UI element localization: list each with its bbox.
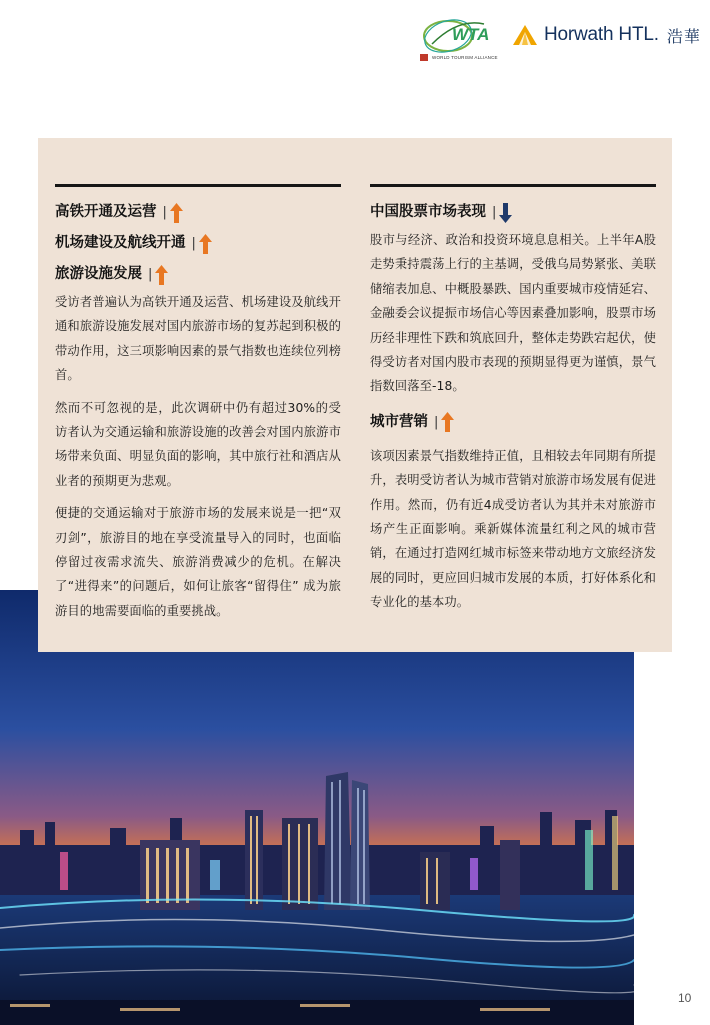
body-paragraph: 便捷的交通运输对于旅游市场的发展来说是一把“双刃剑”，旅游目的地在享受流量导入的同时，也面临停留过夜需求流失、旅游消费减少的危机。在解决了“进得来”的问题后，如何让旅客“留得住” 成为旅游目的地需要面临的重要挑战。 xyxy=(55,506,341,618)
arrow-down-icon xyxy=(499,203,512,223)
content-panel xyxy=(38,138,672,652)
horwath-chinese-name: 浩華 xyxy=(666,26,701,46)
arrow-up-icon xyxy=(170,203,183,223)
factor-heading xyxy=(55,228,341,259)
factor-heading xyxy=(370,197,656,228)
arrow-up-icon xyxy=(441,412,454,432)
page-number: 10 xyxy=(678,991,692,1005)
section-divider xyxy=(370,184,656,187)
factor-title: 中国股票市场表现 xyxy=(370,204,486,220)
factor-title: 城市营销 xyxy=(370,413,428,430)
section-divider xyxy=(55,184,341,187)
horwath-triangle-icon xyxy=(512,24,538,46)
wta-caption: WORLD TOURISM ALLIANCE xyxy=(432,55,498,60)
wta-logo xyxy=(418,14,500,64)
arrow-up-icon xyxy=(199,234,212,254)
factor-title: 旅游设施发展 xyxy=(55,266,142,282)
body-paragraph: 然而不可忽视的是，此次调研中仍有超过30%的受访者认为交通运输和旅游设施的改善会对国内旅游市场带来负面、明显负面的影响，其中旅行社和酒店从业者的预期更为悲观。 xyxy=(55,400,341,488)
separator: | xyxy=(492,205,497,220)
horwath-name: Horwath HTL. xyxy=(544,24,659,45)
arrow-up-icon xyxy=(155,265,168,285)
body-paragraph: 股市与经济、政治和投资环境息息相关。上半年A股走势秉持震荡上行的主基调，受俄乌局势紧张、美联储缩表加息、中概股暴跌、国内重要城市疫情延宕、金融委会议提振市场信心等因素叠加影响，股票市场历经非理性下跌和筑底回升，整体走势跌宕起伏，使得受访者对国内股市表现的预期显得更为谨慎，景气指数回落至-18。 xyxy=(370,233,656,394)
right-column xyxy=(370,184,656,615)
left-column xyxy=(55,184,341,623)
horwath-logo xyxy=(512,20,701,50)
separator: | xyxy=(162,205,167,220)
wta-flag xyxy=(420,54,428,61)
city-night-photo xyxy=(0,590,634,1025)
separator: | xyxy=(434,414,439,430)
separator: | xyxy=(148,267,153,282)
wta-globe-icon xyxy=(418,14,500,54)
wta-logo-text: WTA xyxy=(452,25,490,44)
factor-heading xyxy=(55,197,341,228)
separator: | xyxy=(191,236,196,251)
body-paragraph: 受访者普遍认为高铁开通及运营、机场建设及航线开通和旅游设施发展对国内旅游市场的复苏起到积极的带动作用，这三项影响因素的景气指数也连续位列榜首。 xyxy=(55,295,341,383)
factor-title: 高铁开通及运营 xyxy=(55,204,157,220)
factor-title: 机场建设及航线开通 xyxy=(55,235,186,251)
body-paragraph: 该项因素景气指数维持正值，且相较去年同期有所提升，表明受访者认为城市营销对旅游市场发展有促进作用。然而，仍有近4成受访者认为其并未对旅游市场产生正面影响。乘新媒体流量红利之风的城市营销，在通过打造网红城市标签来带动地方文旅经济发展的同时，更应回归城市发展的本质，打好体系化和专业化的基本功。 xyxy=(370,448,656,610)
factor-heading xyxy=(55,259,341,290)
factor-heading xyxy=(370,407,656,438)
